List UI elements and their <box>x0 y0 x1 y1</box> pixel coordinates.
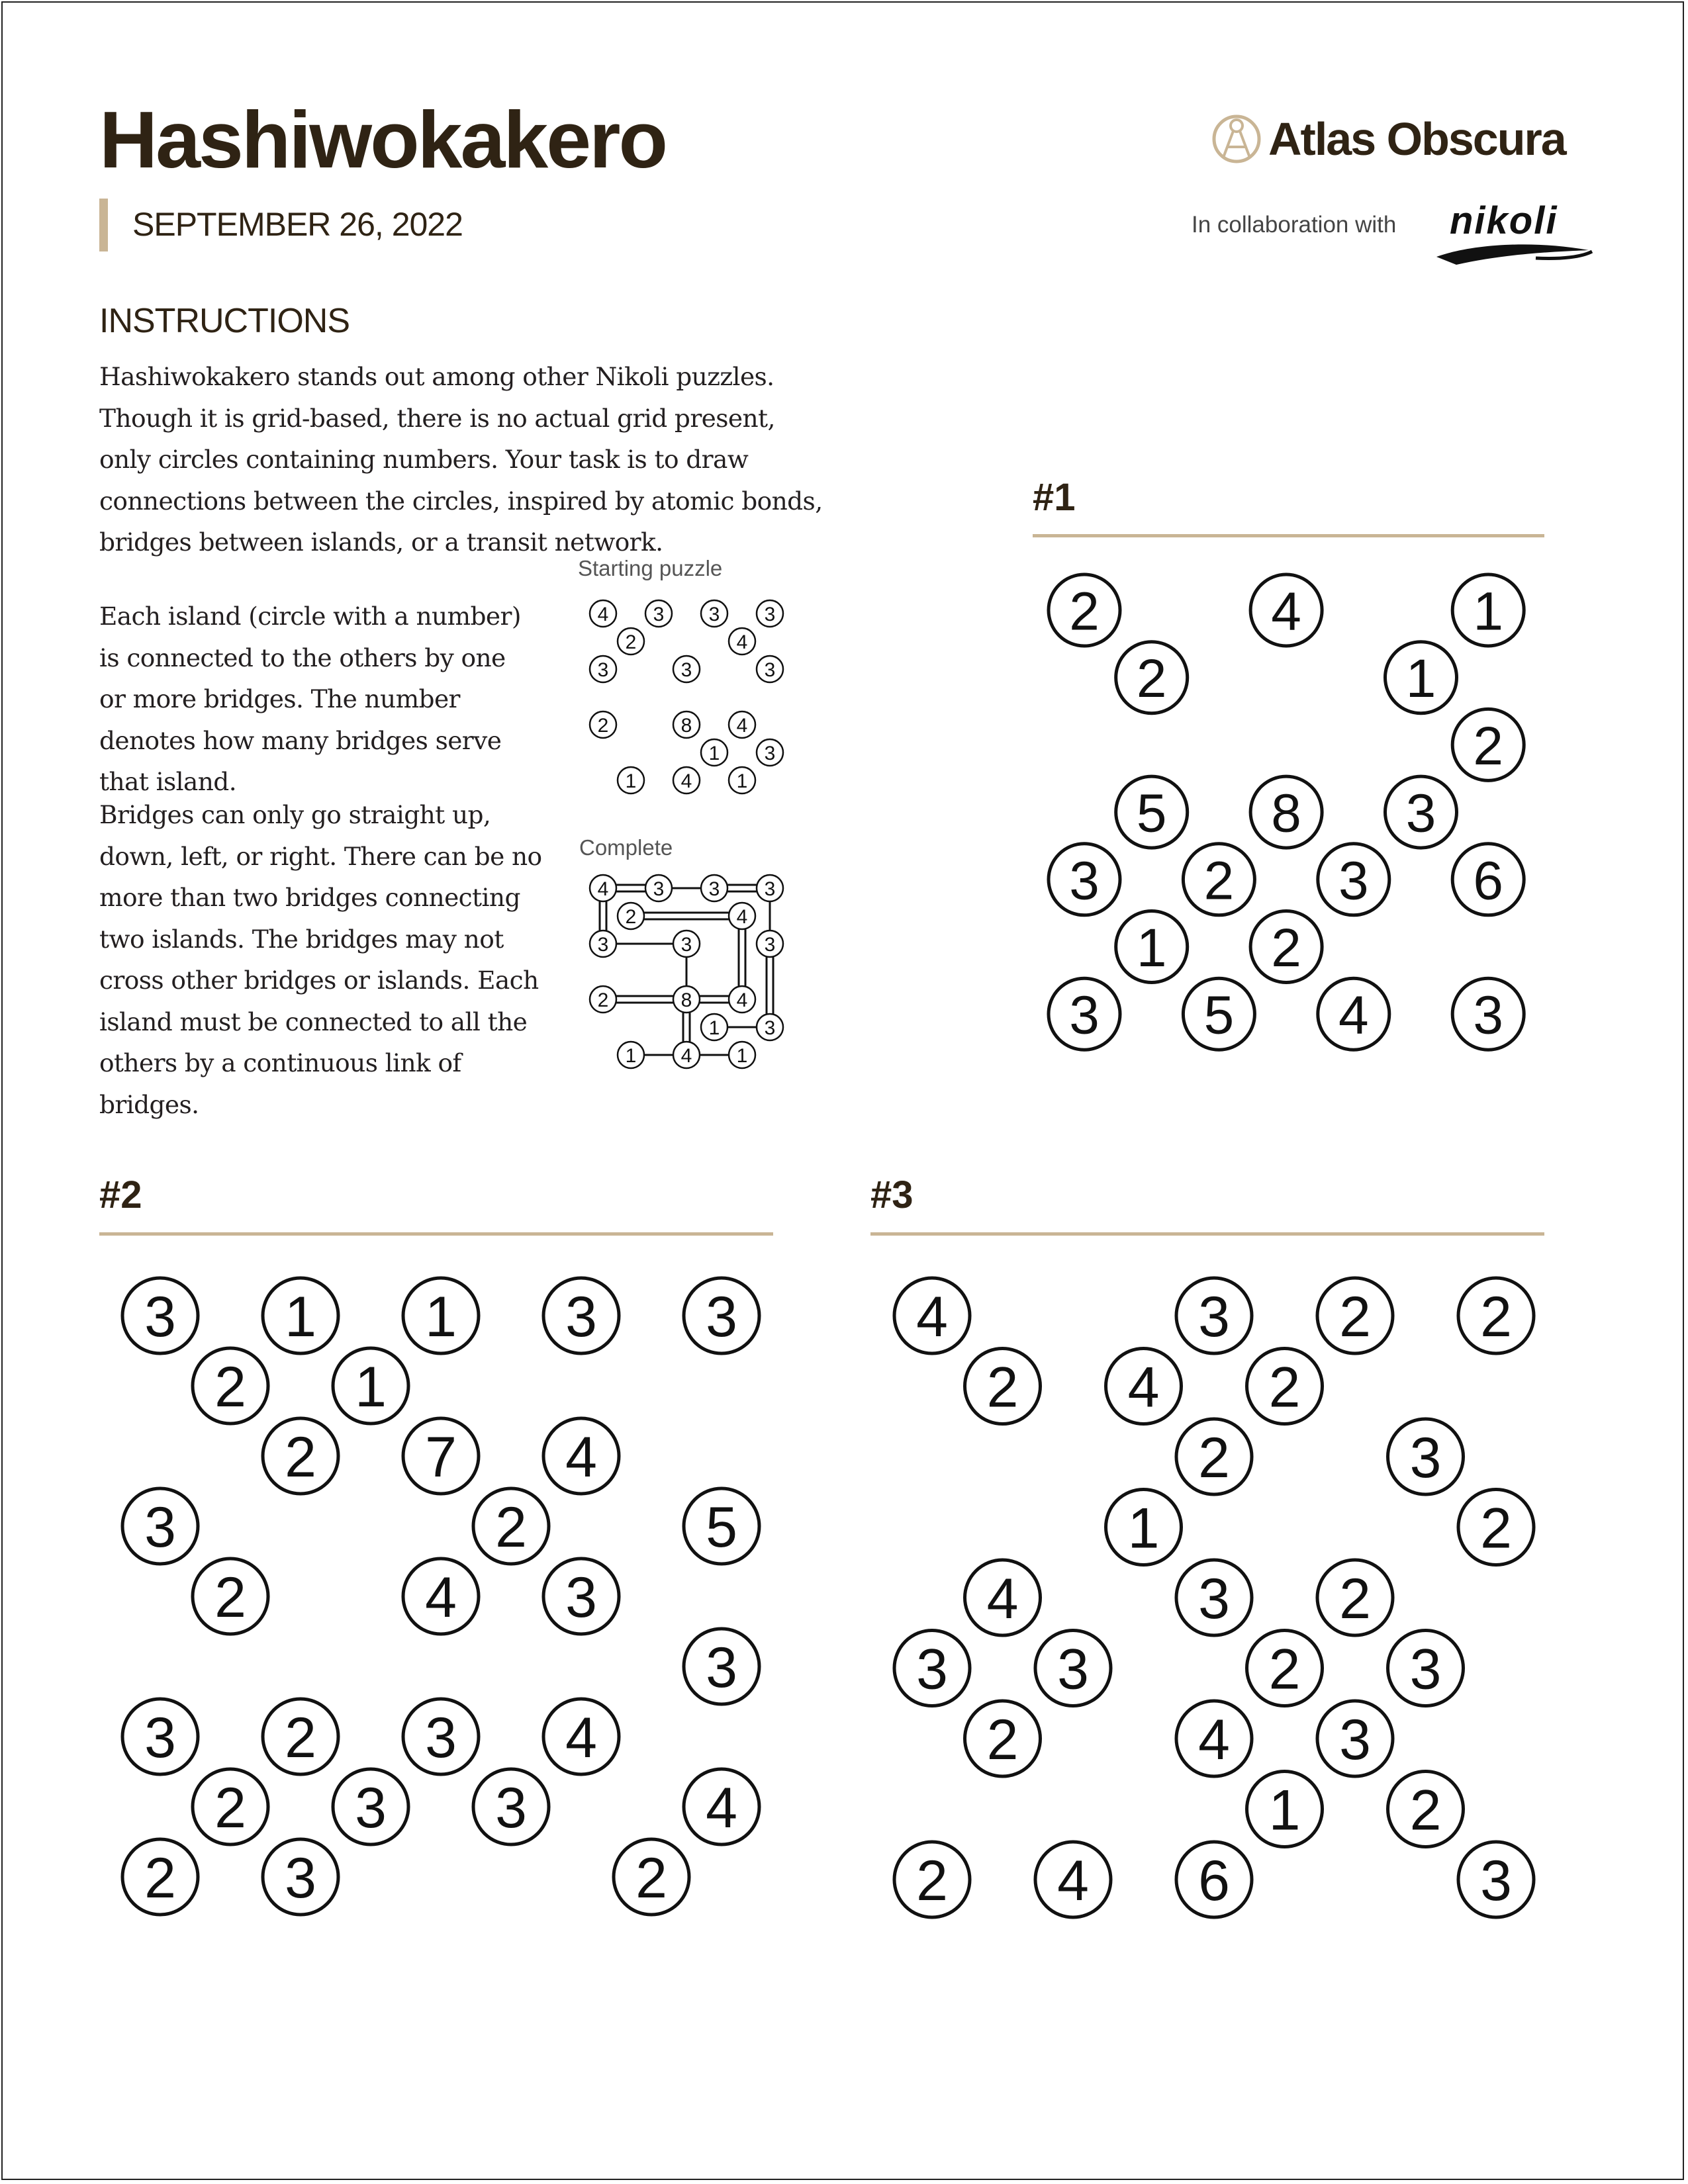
example-complete-island <box>673 1042 700 1068</box>
puzzle-3-island <box>1176 1842 1252 1917</box>
puzzle-2-island <box>263 1418 338 1494</box>
puzzle-2-island <box>122 1699 198 1774</box>
svg-text:1: 1 <box>1268 1778 1301 1843</box>
puzzle-2-island <box>543 1418 619 1494</box>
puzzle-3-island <box>1317 1701 1393 1776</box>
puzzle-2-island <box>333 1348 408 1424</box>
svg-text:2: 2 <box>1198 1426 1230 1490</box>
svg-text:4: 4 <box>1338 985 1369 1046</box>
puzzle-1-island <box>1318 844 1389 915</box>
svg-text:3: 3 <box>597 659 609 681</box>
puzzle-2-island <box>193 1348 268 1424</box>
example-start-island <box>729 628 755 655</box>
puzzle-1-island <box>1452 978 1524 1050</box>
puzzle-3-island <box>965 1349 1041 1424</box>
svg-text:3: 3 <box>1198 1285 1230 1349</box>
puzzle-3-island <box>1458 1842 1534 1917</box>
puzzle-3-island <box>965 1560 1041 1635</box>
example-complete-island <box>757 931 783 957</box>
svg-text:1: 1 <box>625 770 637 792</box>
puzzle-1-island <box>1452 574 1524 646</box>
svg-text:8: 8 <box>680 989 692 1011</box>
puzzle-2-island <box>403 1278 479 1353</box>
svg-text:1: 1 <box>1405 649 1436 709</box>
svg-text:4: 4 <box>1057 1848 1089 1913</box>
example-start-island <box>590 711 616 738</box>
svg-text:3: 3 <box>1405 783 1436 844</box>
svg-text:5: 5 <box>706 1495 737 1559</box>
example-complete-island <box>645 875 672 901</box>
svg-text:3: 3 <box>1057 1637 1089 1702</box>
svg-text:4: 4 <box>986 1567 1019 1631</box>
puzzle-3-island <box>1317 1278 1393 1353</box>
example-start-island <box>757 739 783 766</box>
svg-text:3: 3 <box>764 878 776 900</box>
svg-text:5: 5 <box>1203 985 1235 1046</box>
svg-text:2: 2 <box>214 1565 246 1629</box>
puzzle-2-island <box>333 1769 408 1844</box>
puzzle-1-island <box>1250 776 1322 848</box>
svg-text:3: 3 <box>706 1635 737 1700</box>
svg-text:1: 1 <box>736 1044 748 1067</box>
example-start-island <box>757 600 783 627</box>
collaboration-text: In collaboration with <box>1192 212 1397 238</box>
puzzle-3-island <box>1388 1631 1464 1706</box>
puzzle-3-island <box>1388 1419 1464 1494</box>
svg-text:2: 2 <box>1268 1637 1301 1702</box>
svg-text:4: 4 <box>736 989 748 1011</box>
puzzle-1-island <box>1385 642 1457 713</box>
svg-text:2: 2 <box>1271 918 1301 979</box>
puzzle-1-island <box>1250 911 1322 983</box>
svg-text:6: 6 <box>1473 850 1504 911</box>
svg-text:2: 2 <box>625 631 637 653</box>
example-complete-island <box>590 986 616 1013</box>
svg-text:1: 1 <box>1136 918 1167 979</box>
example-start-island <box>673 711 700 738</box>
svg-text:2: 2 <box>1339 1285 1371 1349</box>
svg-text:3: 3 <box>425 1706 457 1770</box>
svg-text:2: 2 <box>1480 1496 1512 1561</box>
puzzle-1-island <box>1452 709 1524 780</box>
svg-text:3: 3 <box>144 1285 176 1349</box>
svg-text:1: 1 <box>625 1044 637 1067</box>
svg-text:3: 3 <box>708 878 720 900</box>
puzzle-2-island <box>263 1699 338 1774</box>
example-start-island <box>701 739 727 766</box>
instructions-paragraph-3: Bridges can only go straight up, down, left, or right. There can be no more than two bridges connecting two islands. The bridges may not cross other bridges or islands. Each island must be connected to all the others by a continuous link of bridges. <box>99 800 542 1119</box>
puzzle-date: SEPTEMBER 26, 2022 <box>132 206 463 243</box>
svg-text:7: 7 <box>425 1425 457 1489</box>
example-complete-island <box>701 1014 727 1040</box>
puzzle-1-island <box>1116 911 1188 983</box>
puzzle-2-island <box>122 1488 198 1564</box>
svg-text:2: 2 <box>597 989 609 1011</box>
example-start-island <box>618 628 644 655</box>
svg-text:3: 3 <box>680 933 692 956</box>
example-complete-island <box>757 1014 783 1040</box>
svg-text:3: 3 <box>144 1706 176 1770</box>
example-complete-island <box>590 875 616 901</box>
svg-text:1: 1 <box>355 1355 387 1419</box>
example-complete-island <box>701 875 727 901</box>
svg-text:8: 8 <box>1271 783 1301 844</box>
puzzle-3-island <box>1317 1560 1393 1635</box>
svg-text:3: 3 <box>565 1565 597 1629</box>
puzzle-2-island <box>263 1839 338 1915</box>
puzzle-1-island <box>1183 844 1254 915</box>
svg-text:2: 2 <box>625 905 637 928</box>
svg-text:2: 2 <box>1480 1285 1512 1349</box>
puzzle-2-island <box>684 1278 759 1353</box>
svg-text:3: 3 <box>495 1776 527 1840</box>
starting-puzzle-label: Starting puzzle <box>578 556 723 580</box>
example-complete-island <box>673 986 700 1013</box>
svg-text:3: 3 <box>1338 850 1369 911</box>
puzzle-3-island <box>894 1842 970 1917</box>
puzzle-1-island <box>1049 978 1120 1050</box>
instructions-paragraph-2: Each island (circle with a number) is connected to the others by one or more bridges. The number denotes how many bridges serve that island. <box>99 602 521 796</box>
svg-text:2: 2 <box>986 1355 1019 1420</box>
svg-text:2: 2 <box>1339 1567 1371 1631</box>
puzzle-2-island <box>263 1278 338 1353</box>
complete-label: Complete <box>579 835 673 860</box>
puzzle-3-island <box>1388 1772 1464 1847</box>
svg-text:3: 3 <box>355 1776 387 1840</box>
example-start-island <box>701 600 727 627</box>
page-title: Hashiwokakero <box>99 95 667 185</box>
puzzle-3-island <box>1106 1490 1182 1565</box>
example-complete-island <box>729 903 755 929</box>
puzzle-3-island <box>1176 1419 1252 1494</box>
svg-text:3: 3 <box>1480 1848 1512 1913</box>
svg-text:4: 4 <box>706 1776 737 1840</box>
svg-text:4: 4 <box>916 1285 948 1349</box>
puzzle-3-heading: #3 <box>870 1173 914 1216</box>
svg-text:3: 3 <box>764 1017 776 1039</box>
svg-text:1: 1 <box>1473 581 1504 642</box>
svg-text:2: 2 <box>1069 581 1100 642</box>
example-complete-island <box>757 875 783 901</box>
svg-text:3: 3 <box>1409 1637 1442 1702</box>
puzzle-3-island <box>1247 1772 1323 1847</box>
svg-text:3: 3 <box>1473 985 1504 1046</box>
puzzle-3-island <box>1106 1349 1182 1424</box>
puzzle-2-island <box>403 1418 479 1494</box>
svg-text:4: 4 <box>1127 1355 1160 1420</box>
svg-text:4: 4 <box>680 1044 692 1067</box>
example-start-island <box>590 656 616 682</box>
example-complete-island <box>729 986 755 1013</box>
puzzle-2-island <box>684 1488 759 1564</box>
puzzle-2-island <box>543 1278 619 1353</box>
svg-text:2: 2 <box>495 1495 527 1559</box>
svg-text:3: 3 <box>1198 1567 1230 1631</box>
svg-text:4: 4 <box>736 631 748 653</box>
puzzle-1-island <box>1250 574 1322 646</box>
puzzle-3-island <box>1176 1278 1252 1353</box>
svg-text:3: 3 <box>653 603 665 625</box>
puzzle-2-heading: #2 <box>99 1173 142 1216</box>
svg-text:2: 2 <box>1268 1355 1301 1420</box>
svg-text:3: 3 <box>708 603 720 625</box>
puzzle-1-island <box>1385 776 1457 848</box>
svg-text:2: 2 <box>986 1707 1019 1772</box>
svg-text:3: 3 <box>706 1285 737 1349</box>
svg-text:3: 3 <box>764 742 776 764</box>
svg-text:1: 1 <box>425 1285 457 1349</box>
svg-text:1: 1 <box>708 742 720 764</box>
svg-text:3: 3 <box>285 1846 316 1910</box>
puzzle-3-island <box>1458 1278 1534 1353</box>
example-start-island <box>618 767 644 794</box>
svg-text:1: 1 <box>708 1017 720 1039</box>
example-start-island <box>673 656 700 682</box>
puzzle-1-island <box>1049 574 1120 646</box>
example-start-island <box>757 656 783 682</box>
svg-text:3: 3 <box>680 659 692 681</box>
svg-text:2: 2 <box>285 1425 316 1489</box>
puzzle-3-island <box>1247 1631 1323 1706</box>
example-complete-island <box>618 903 644 929</box>
svg-text:3: 3 <box>144 1495 176 1559</box>
puzzle-1-island <box>1452 844 1524 915</box>
svg-text:3: 3 <box>565 1285 597 1349</box>
svg-text:4: 4 <box>597 603 609 625</box>
puzzle-3-island <box>1035 1631 1111 1706</box>
puzzle-2-island <box>543 1559 619 1634</box>
svg-text:2: 2 <box>1136 649 1167 709</box>
puzzle-3-island <box>1458 1490 1534 1565</box>
puzzle-3-island <box>1176 1560 1252 1635</box>
svg-text:3: 3 <box>764 659 776 681</box>
example-complete-island <box>590 931 616 957</box>
svg-text:4: 4 <box>1271 581 1301 642</box>
puzzle-2-island <box>473 1488 549 1564</box>
puzzle-2-island <box>403 1699 479 1774</box>
svg-text:3: 3 <box>1069 850 1100 911</box>
puzzle-2-island <box>193 1559 268 1634</box>
svg-text:2: 2 <box>597 714 609 737</box>
nikoli-wordmark: nikoli <box>1450 199 1558 242</box>
svg-text:2: 2 <box>916 1848 948 1913</box>
example-complete-island <box>673 931 700 957</box>
example-start-island <box>645 600 672 627</box>
example-start-island <box>590 600 616 627</box>
puzzle-3-island <box>1247 1349 1323 1424</box>
puzzle-3-island <box>894 1631 970 1706</box>
puzzle-2-island <box>122 1278 198 1353</box>
example-start-island <box>729 711 755 738</box>
puzzle-2-island <box>473 1769 549 1844</box>
svg-text:1: 1 <box>736 770 748 792</box>
svg-text:1: 1 <box>285 1285 316 1349</box>
svg-text:4: 4 <box>425 1565 457 1629</box>
puzzle-2-island <box>193 1769 268 1844</box>
svg-text:3: 3 <box>764 603 776 625</box>
svg-text:2: 2 <box>1203 850 1235 911</box>
puzzle-3-island <box>894 1278 970 1353</box>
example-complete-island <box>729 1042 755 1068</box>
svg-text:4: 4 <box>597 878 609 900</box>
svg-text:6: 6 <box>1198 1848 1230 1913</box>
instructions-paragraph-1: Hashiwokakero stands out among other Nikoli puzzles. Though it is grid-based, there is no actual grid present, only circles containing numbers. Your task is to draw connections between the circles, inspired by atomic bonds, bridges between islands, or a transit network. <box>99 362 823 557</box>
svg-text:3: 3 <box>1339 1707 1371 1772</box>
puzzle-3-island <box>1176 1701 1252 1776</box>
puzzle-3-island <box>965 1701 1041 1776</box>
svg-text:2: 2 <box>1473 715 1504 776</box>
svg-text:3: 3 <box>597 933 609 956</box>
puzzle-2-island <box>684 1769 759 1844</box>
svg-text:1: 1 <box>1127 1496 1160 1561</box>
example-complete-island <box>618 1042 644 1068</box>
brand-name: Atlas Obscura <box>1268 113 1566 165</box>
svg-text:2: 2 <box>285 1706 316 1770</box>
puzzle-1-island <box>1116 776 1188 848</box>
puzzle-1-heading: #1 <box>1033 476 1076 519</box>
svg-text:5: 5 <box>1136 783 1167 844</box>
svg-text:3: 3 <box>1409 1426 1442 1490</box>
svg-text:4: 4 <box>1198 1707 1230 1772</box>
svg-text:2: 2 <box>214 1355 246 1419</box>
svg-text:4: 4 <box>565 1425 597 1489</box>
puzzle-2-island <box>122 1839 198 1915</box>
puzzle-2-island <box>403 1559 479 1634</box>
svg-text:2: 2 <box>144 1846 176 1910</box>
svg-text:2: 2 <box>1409 1778 1442 1843</box>
svg-text:3: 3 <box>916 1637 948 1702</box>
svg-text:4: 4 <box>736 905 748 928</box>
puzzle-1-island <box>1183 978 1254 1050</box>
puzzle-2-island <box>614 1839 689 1915</box>
puzzle-3-island <box>1035 1842 1111 1917</box>
svg-text:3: 3 <box>653 878 665 900</box>
puzzle-1-island <box>1116 642 1188 713</box>
puzzle-1-island <box>1049 844 1120 915</box>
svg-text:4: 4 <box>680 770 692 792</box>
svg-text:8: 8 <box>680 714 692 737</box>
svg-text:2: 2 <box>214 1776 246 1840</box>
svg-text:4: 4 <box>736 714 748 737</box>
svg-text:4: 4 <box>565 1706 597 1770</box>
svg-text:3: 3 <box>1069 985 1100 1046</box>
puzzle-2-island <box>543 1699 619 1774</box>
svg-text:2: 2 <box>635 1846 667 1910</box>
example-start-island <box>729 767 755 794</box>
instructions-heading: INSTRUCTIONS <box>99 302 350 340</box>
puzzle-2-island <box>684 1629 759 1704</box>
svg-text:3: 3 <box>764 933 776 956</box>
puzzle-1-island <box>1318 978 1389 1050</box>
example-start-island <box>673 767 700 794</box>
